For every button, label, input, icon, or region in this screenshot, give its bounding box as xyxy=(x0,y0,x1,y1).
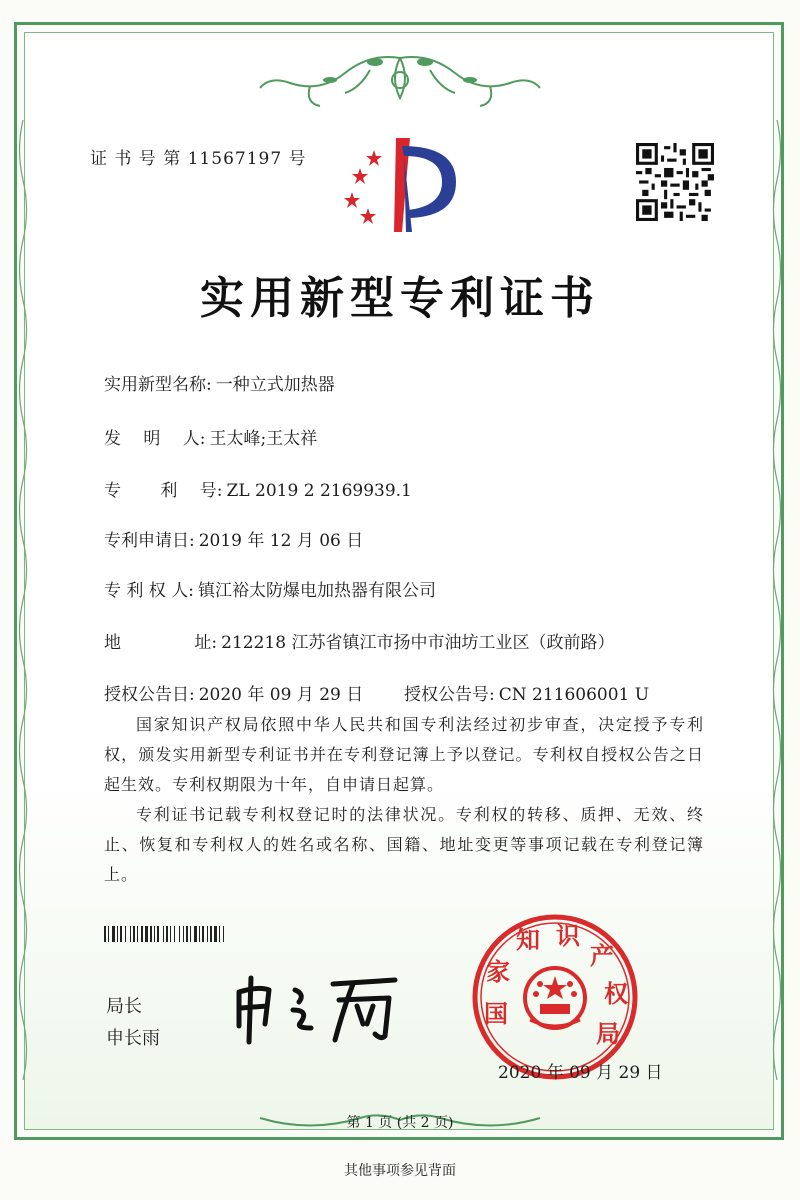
field-label: 专 利 号: xyxy=(104,481,223,501)
barcode-bar xyxy=(141,926,143,942)
official-red-seal xyxy=(470,912,640,1082)
seal-char: 国 xyxy=(484,999,508,1028)
field-label: 专利申请日: xyxy=(104,531,195,551)
barcode-bar xyxy=(150,926,152,942)
barcode-bar xyxy=(219,926,220,942)
seal-char: 产 xyxy=(590,941,614,970)
field-label: 实用新型名称: xyxy=(104,375,212,395)
barcode-bar xyxy=(202,926,204,942)
inventor-row xyxy=(104,424,317,449)
certificate-title: 实用新型专利证书 xyxy=(200,273,600,324)
barcode-bar xyxy=(137,926,138,942)
barcode-bar xyxy=(199,926,200,942)
barcode-bar xyxy=(207,926,208,942)
patentee-name: 镇江裕太防爆电加热器有限公司 xyxy=(197,581,436,601)
qr-code xyxy=(636,142,714,222)
seal-date: 2020 年 09 月 29 日 xyxy=(498,1063,663,1083)
barcode-bar xyxy=(214,926,217,942)
barcode-bar xyxy=(194,926,197,942)
grant-publication-number: CN 211606001 U xyxy=(498,685,650,705)
grant-number-row xyxy=(404,680,649,705)
barcode xyxy=(104,926,304,942)
barcode-bar xyxy=(154,926,155,942)
grant-statement-paragraph: 国家知识产权局依照中华人民共和国专利法经过初步审查，决定授予专利权，颁发实用新型专利证书并在专利登记簿上予以登记。专利权自授权公告之日起生效。专利权期限为十年，自申请日起算。 xyxy=(104,715,704,794)
grant-date-row xyxy=(104,680,363,705)
barcode-bar xyxy=(108,926,109,942)
barcode-bar xyxy=(210,926,212,942)
barcode-bar xyxy=(223,926,224,942)
barcode-bar xyxy=(163,926,164,942)
inventor-names: 王太峰;王太祥 xyxy=(209,429,318,449)
barcode-bar xyxy=(117,926,118,942)
barcode-bar xyxy=(157,926,159,942)
patentee-address: 212218 江苏省镇江市扬中市油坊工业区（政前路） xyxy=(221,633,615,653)
grant-date: 2020 年 09 月 29 日 xyxy=(198,685,364,705)
cnipa-emblem-logo xyxy=(338,132,468,242)
barcode-bar xyxy=(112,926,115,942)
filing-date-row xyxy=(104,526,363,551)
signatory-name: 申长雨 xyxy=(106,1028,160,1049)
field-label: 专 利 权 人: xyxy=(104,581,194,601)
barcode-bar xyxy=(125,926,126,942)
barcode-bar xyxy=(120,926,122,942)
top-floral-ornament xyxy=(250,48,550,118)
seal-char: 识 xyxy=(556,921,580,950)
seal-char: 局 xyxy=(596,1019,620,1048)
barcode-bar xyxy=(183,926,184,942)
field-label: 授权公告日: xyxy=(104,685,195,705)
utility-model-name: 一种立式加热器 xyxy=(215,375,335,395)
patent-number: ZL 2019 2 2169939.1 xyxy=(226,481,412,501)
field-label: 发 明 人: xyxy=(104,429,206,449)
patent-number-row xyxy=(104,476,412,501)
seal-char: 权 xyxy=(604,979,628,1008)
legal-status-paragraph: 专利证书记载专利权登记时的法律状况。专利权的转移、质押、无效、终止、恢复和专利权人的姓名或名称、国籍、地址变更等事项记载在专利登记簿上。 xyxy=(104,805,704,884)
handwritten-signature xyxy=(225,970,405,1050)
barcode-bar xyxy=(190,926,191,942)
barcode-bar xyxy=(179,926,180,942)
page-number: 第 1 页 (共 2 页) xyxy=(346,1115,454,1131)
signatory-role: 局长 xyxy=(106,996,142,1017)
barcode-bar xyxy=(186,926,188,942)
patentee-row xyxy=(104,576,436,601)
utility-model-name-row xyxy=(104,370,335,395)
address-row xyxy=(104,628,614,653)
seal-char: 家 xyxy=(486,957,510,986)
barcode-bar xyxy=(133,926,135,942)
filing-date: 2019 年 12 月 06 日 xyxy=(198,531,364,551)
field-label: 地 址: xyxy=(104,633,218,653)
barcode-bar xyxy=(104,926,106,942)
seal-char: 知 xyxy=(516,925,540,954)
field-label: 授权公告号: xyxy=(404,685,495,705)
barcode-bar xyxy=(130,926,131,942)
barcode-bar xyxy=(145,926,148,942)
barcode-bar xyxy=(166,926,168,942)
barcode-bar xyxy=(174,926,175,942)
barcode-bar xyxy=(170,926,171,942)
footer-note: 其他事项参见背面 xyxy=(344,1163,456,1179)
certificate-number: 证 书 号 第 11567197 号 xyxy=(90,149,307,169)
